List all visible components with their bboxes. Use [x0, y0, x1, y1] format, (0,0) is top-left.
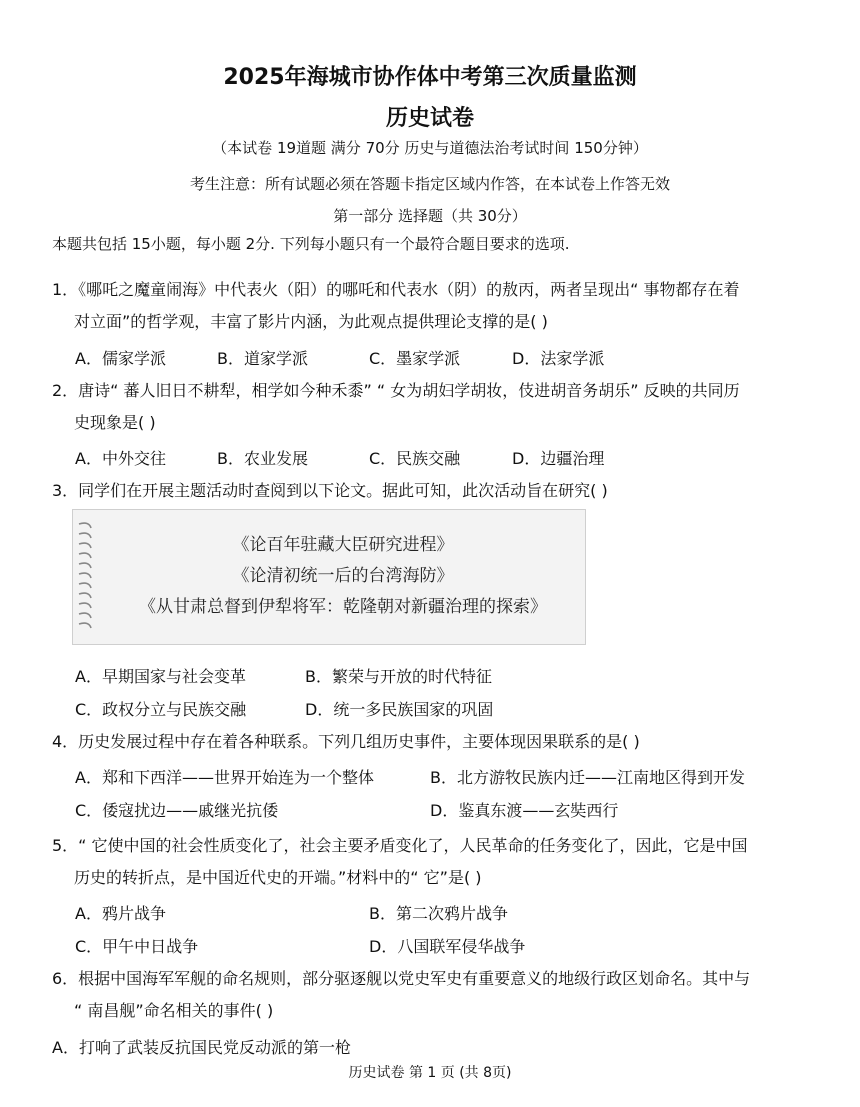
exam-notice: 考生注意：所有试题必须在答题卡指定区域内作答，在本试卷上作答无效 — [189, 175, 670, 193]
paper-title-3: 《从甘肃总督到伊犁将军：乾隆朝对新疆治理的探索》 — [139, 597, 547, 617]
question-1-stem: 1．《哪吒之魔童闹海》中代表火（阳）的哪吒和代表水（阴）的敖丙，两者呈现出“ 事物都存在着 — [52, 280, 740, 299]
q3-option-d: D．统一多民族国家的巩固 — [305, 700, 494, 719]
paper-title-1: 《论百年驻藏大臣研究进程》 — [232, 535, 454, 555]
paper-title-2: 《论清初统一后的台湾海防》 — [232, 566, 454, 586]
question-1-stem-cont: 对立面”的哲学观，丰富了影片内涵，为此观点提供理论支撑的是( ) — [74, 312, 548, 331]
q6-option-a: A．打响了武装反抗国民党反动派的第一枪 — [52, 1038, 351, 1057]
question-3 — [52, 475, 812, 507]
q5-option-d: D．八国联军侵华战争 — [369, 937, 526, 956]
notebook-spiral-icon — [75, 520, 99, 636]
q2-option-a: A．中外交往 — [75, 449, 166, 468]
q4-option-a: A．郑和下西洋——世界开始连为一个整体 — [75, 768, 374, 787]
q5-option-b: B．第二次鸦片战争 — [369, 904, 508, 923]
question-6-stem: 6．根据中国海军军舰的命名规则，部分驱逐舰以党史军史有重要意义的地级行政区划命名。其中与 — [52, 969, 751, 988]
q1-option-b: B．道家学派 — [217, 349, 308, 368]
q4-option-b: B．北方游牧民族内迁——江南地区得到开发 — [430, 768, 745, 787]
q2-option-b: B．农业发展 — [217, 449, 308, 468]
exam-info: （本试卷 19道题 满分 70分 历史与道德法治考试时间 150分钟） — [212, 139, 648, 157]
q5-option-a: A．鸦片战争 — [75, 904, 166, 923]
q2-option-d: D．边疆治理 — [512, 449, 605, 468]
q4-option-c: C．倭寇扰边——戚继光抗倭 — [75, 801, 279, 820]
question-2-stem: 2．唐诗“ 蕃人旧日不耕犁，相学如今种禾黍” “ 女为胡妇学胡妆，伎进胡音务胡乐” 反映的共同历 — [52, 381, 740, 400]
question-6 — [52, 963, 812, 1027]
question-4-stem: 4．历史发展过程中存在着各种联系。下列几组历史事件，主要体现因果联系的是( ) — [52, 732, 640, 751]
question-2 — [52, 375, 812, 439]
question-5-stem: 5．“ 它使中国的社会性质变化了，社会主要矛盾变化了，人民革命的任务变化了，因此，它是中国 — [52, 836, 748, 855]
question-5 — [52, 830, 812, 894]
q4-option-d: D．鉴真东渡——玄奘西行 — [430, 801, 619, 820]
q1-option-a: A．儒家学派 — [75, 349, 166, 368]
question-3-stem: 3．同学们在开展主题活动时查阅到以下论文。据此可知，此次活动旨在研究( ) — [52, 481, 608, 500]
question-2-stem-cont: 史现象是( ) — [74, 413, 156, 432]
q5-option-c: C．甲午中日战争 — [75, 937, 199, 956]
paper-list-image — [72, 509, 586, 645]
exam-title: 2025年海城市协作体中考第三次质量监测 — [223, 65, 637, 90]
q3-option-a: A．早期国家与社会变革 — [75, 667, 246, 686]
q3-option-b: B．繁荣与开放的时代特征 — [305, 667, 492, 686]
q3-option-c: C．政权分立与民族交融 — [75, 700, 247, 719]
q2-option-c: C．民族交融 — [369, 449, 461, 468]
part-heading: 第一部分 选择题（共 30分） — [333, 207, 527, 225]
question-6-stem-cont: “ 南昌舰”命名相关的事件( ) — [74, 1001, 274, 1020]
page-footer: 历史试卷 第 1 页 (共 8页) — [348, 1065, 512, 1081]
question-1 — [52, 274, 812, 338]
exam-subtitle: 历史试卷 — [385, 106, 474, 131]
section-intro: 本题共包括 15小题，每小题 2分. 下列每小题只有一个最符合题目要求的选项. — [52, 235, 570, 253]
question-5-stem-cont: 历史的转折点，是中国近代史的开端。”材料中的“ 它”是( ) — [74, 868, 482, 887]
q1-option-d: D．法家学派 — [512, 349, 605, 368]
q1-option-c: C．墨家学派 — [369, 349, 461, 368]
question-4 — [52, 726, 812, 758]
